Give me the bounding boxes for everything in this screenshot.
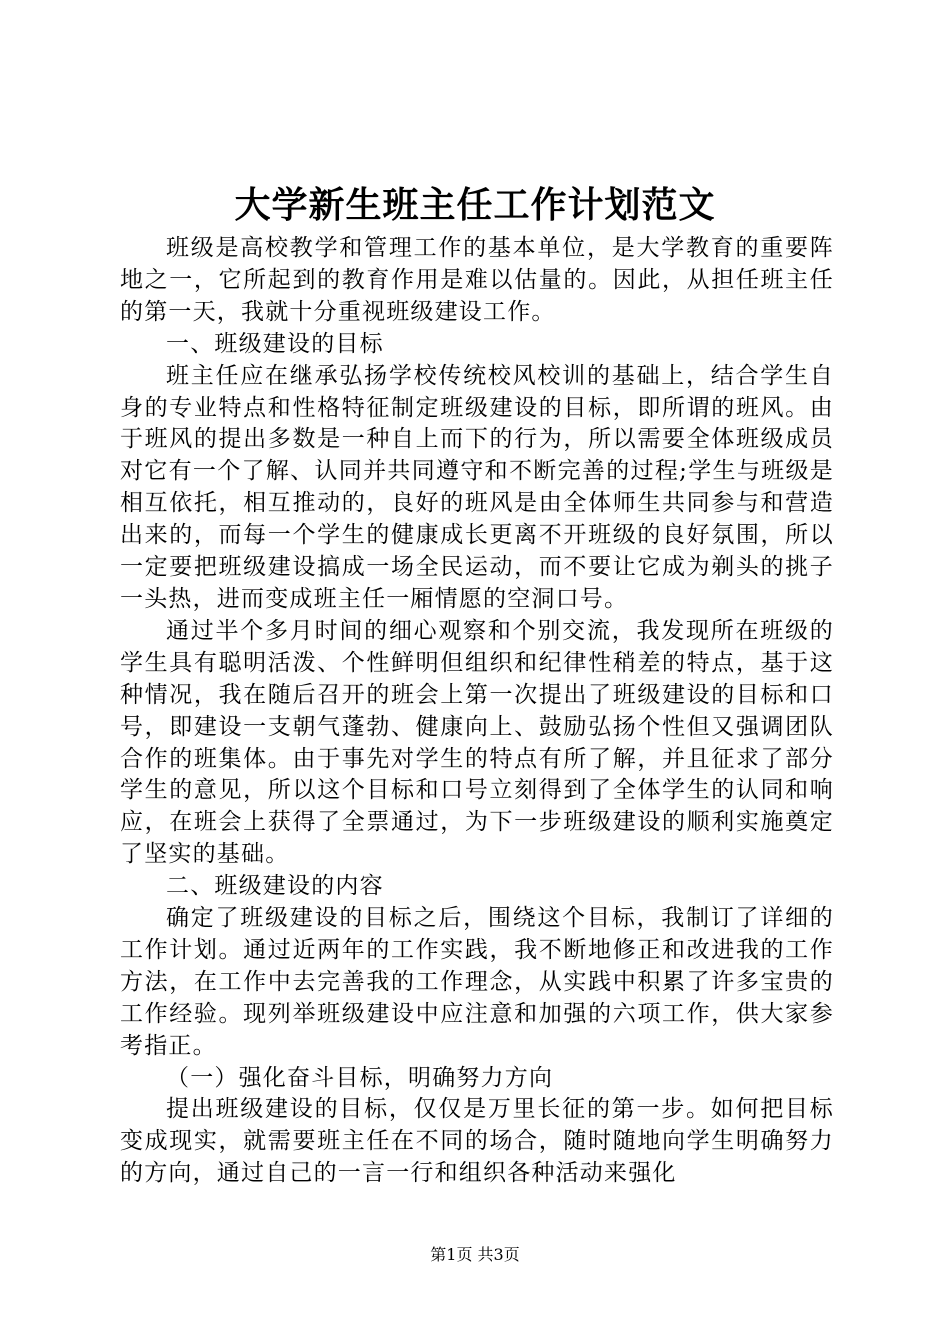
paragraph-subsection-1: 提出班级建设的目标，仅仅是万里长征的第一步。如何把目标变成现实，就需要班主任在不同的场合，随时随地向学生明确努力的方向，通过自己的一言一行和组织各种活动来强化 xyxy=(120,1096,834,1187)
paragraph-goal-practice: 通过半个多月时间的细心观察和个别交流，我发现所在班级的学生具有聪明活泼、个性鲜明但组织和纪律性稍差的特点，基于这种情况，我在随后召开的班会上第一次提出了班级建设的目标和口号，即建设一支朝气蓬勃、健康向上、鼓励弘扬个性但又强调团队合作的班集体。由于事先对学生的特点有所了解，并且征求了部分学生的意见，所以这个目标和口号立刻得到了全体学生的认同和响应，在班会上获得了全票通过，为下一步班级建设的顺利实施奠定了坚实的基础。 xyxy=(120,617,834,868)
section-heading-content: 二、班级建设的内容 xyxy=(166,873,384,900)
page-footer: 第1页 共3页 xyxy=(430,1245,520,1264)
section-heading-goal: 一、班级建设的目标 xyxy=(166,330,384,357)
document-body xyxy=(120,233,834,1190)
paragraph-content-plan: 确定了班级建设的目标之后，围绕这个目标，我制订了详细的工作计划。通过近两年的工作实践，我不断地修正和改进我的工作方法，在工作中去完善我的工作理念，从实践中积累了许多宝贵的工作经验。现列举班级建设中应注意和加强的六项工作，供大家参考指正。 xyxy=(120,905,834,1059)
paragraph-intro: 班级是高校教学和管理工作的基本单位，是大学教育的重要阵地之一，它所起到的教育作用是难以估量的。因此，从担任班主任的第一天，我就十分重视班级建设工作。 xyxy=(120,235,834,325)
paragraph-goal-definition: 班主任应在继承弘扬学校传统校风校训的基础上，结合学生自身的专业特点和性格特征制定班级建设的目标，即所谓的班风。由于班风的提出多数是一种自上而下的行为，所以需要全体班级成员对它有一个了解、认同并共同遵守和不断完善的过程;学生与班级是相互依托，相互推动的，良好的班风是由全体师生共同参与和营造出来的，而每一个学生的健康成长更离不开班级的良好氛围，所以一定要把班级建设搞成一场全民运动，而不要让它成为剃头的挑子一头热，进而变成班主任一厢情愿的空洞口号。 xyxy=(120,362,834,612)
document-title: 大学新生班主任工作计划范文 xyxy=(234,184,716,226)
subsection-heading-1: （一）强化奋斗目标，明确努力方向 xyxy=(166,1064,554,1091)
